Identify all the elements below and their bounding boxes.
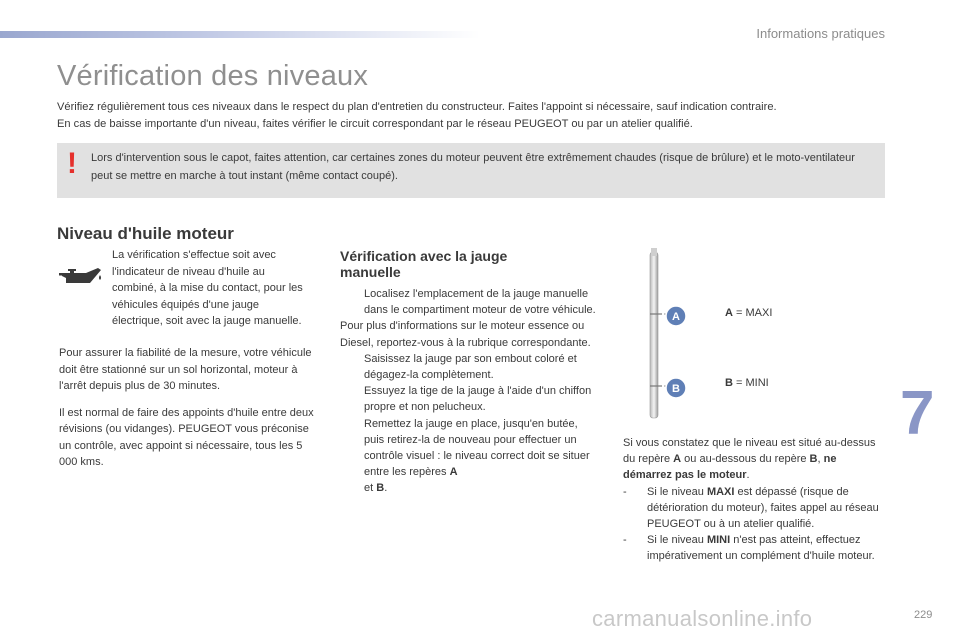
section-label: Informations pratiques	[756, 26, 885, 41]
oil-paragraph-3: Il est normal de faire des appoints d'huile entre deux révisions (ou vidanges). PEUGEOT vous préconise un contrôle, avec appoint si nécessaire, tous les 5 000 kms.	[59, 406, 314, 468]
label-mini-value: = MINI	[732, 377, 769, 389]
step-text: Localisez l'emplacement de la jauge manuelle dans le compartiment moteur de votre véhicule.	[364, 288, 596, 317]
step-text	[364, 418, 590, 495]
step-text: Saisissez la jauge par son embout coloré et dégagez-la complètement.	[364, 352, 577, 382]
label-mini	[725, 377, 769, 389]
warning-icon: !	[67, 147, 77, 180]
list-item	[623, 484, 883, 533]
dipstick-heading: Vérification avec la jauge manuelle	[340, 248, 508, 280]
mini-text-1: Si le niveau	[647, 534, 707, 547]
mini-text-2: n'est pas atteint, effectuez impérativement un complément d'huile moteur.	[647, 534, 875, 563]
maxi-text-1: Si le niveau	[647, 485, 707, 498]
watermark: carmanualsonline.info	[592, 606, 813, 631]
dash-marker: -	[623, 485, 627, 498]
dash-marker: -	[623, 534, 627, 547]
chapter-number: 7	[900, 379, 935, 448]
step-text-and: et	[364, 482, 377, 495]
label-maxi	[725, 307, 772, 319]
maxi-text-2: est dépassé (risque de détérioration du moteur), faites appel au réseau PEUGEOT ou à un atelier qualifié.	[647, 485, 879, 531]
mini-bold: MINI	[706, 534, 731, 547]
step-text: Essuyez la tige de la jauge à l'aide d'un chiffon propre et non pelucheux.	[364, 385, 592, 414]
oil-can-icon	[58, 264, 104, 286]
marker-ref-a: A	[449, 466, 458, 479]
dipstick-note: Pour plus d'informations sur le moteur essence ou Diesel, reportez-vous à la rubrique correspondante.	[340, 320, 591, 349]
dipstick-steps	[340, 286, 600, 497]
oil-first-paragraph: La vérification s'effectue soit avec l'indicateur de niveau d'huile au combiné, à la mise du contact, pour les véhicules équipés d'une jauge électrique, soit avec la jauge manuelle.	[112, 249, 303, 327]
page-title: Vérification des niveaux	[57, 60, 369, 92]
level-intro-end: .	[746, 469, 750, 482]
list-item	[340, 286, 600, 318]
label-maxi-key: A	[725, 307, 733, 319]
marker-b-icon	[665, 377, 687, 399]
label-mini-key: B	[725, 377, 733, 389]
list-item	[340, 416, 600, 497]
level-intro-text: Si vous constatez que le niveau est situé au-dessus du repère	[623, 437, 876, 466]
intro-line-1: Vérifiez régulièrement tous ces niveaux dans le respect du plan d'entretien du constructeur. Faites l'appoint si nécessaire, sauf indication contraire.	[57, 101, 777, 113]
maxi-bold: MAXI	[706, 485, 735, 498]
warning-box	[57, 143, 885, 198]
level-intro-a: A	[673, 453, 682, 466]
list-item	[340, 383, 600, 415]
oil-level-heading: Niveau d'huile moteur	[57, 224, 234, 243]
level-intro-b: B	[809, 453, 818, 466]
list-item	[340, 351, 600, 383]
step-text-main: Remettez la jauge en place, jusqu'en butée, puis retirez-la de nouveau pour effectuer un contrôle visuel : le niveau correct doit se situer entre les repères	[364, 417, 590, 479]
warning-text: Lors d'intervention sous le capot, faites attention, car certaines zones du moteur peuvent être extrêmement chaudes (risque de brûlure) et le moto-ventilateur peut se mettre en marche à tout instant (même contact coupé).	[91, 152, 855, 182]
level-intro-warning: ne démarrez pas le moteur	[623, 453, 837, 482]
level-intro-text-3: ,	[817, 453, 824, 466]
step-text-end: .	[384, 482, 388, 495]
maxi-text	[647, 486, 879, 530]
marker-b-letter: B	[672, 383, 680, 395]
level-intro-text-2: ou au-dessous du repère	[681, 453, 810, 466]
level-intro	[623, 435, 883, 484]
marker-a-letter: A	[672, 311, 680, 323]
marker-a-icon	[665, 305, 687, 327]
intro-line-2: En cas de baisse importante d'un niveau, faites vérifier le circuit correspondant par le réseau PEUGEOT ou par un atelier qualifié.	[57, 118, 693, 130]
intro-text	[57, 99, 887, 133]
mini-text	[647, 534, 875, 562]
list-item	[623, 532, 883, 564]
header-accent-bar	[0, 31, 480, 38]
level-instructions	[623, 435, 883, 565]
oil-paragraph-2: Pour assurer la fiabilité de la mesure, votre véhicule doit être stationné sur un sol horizontal, moteur à l'arrêt depuis plus de 30 minutes.	[59, 347, 312, 392]
page-number: 229	[914, 609, 933, 621]
label-maxi-value: = MAXI	[732, 307, 773, 319]
marker-ref-b: B	[376, 482, 385, 495]
oil-body	[59, 345, 319, 481]
